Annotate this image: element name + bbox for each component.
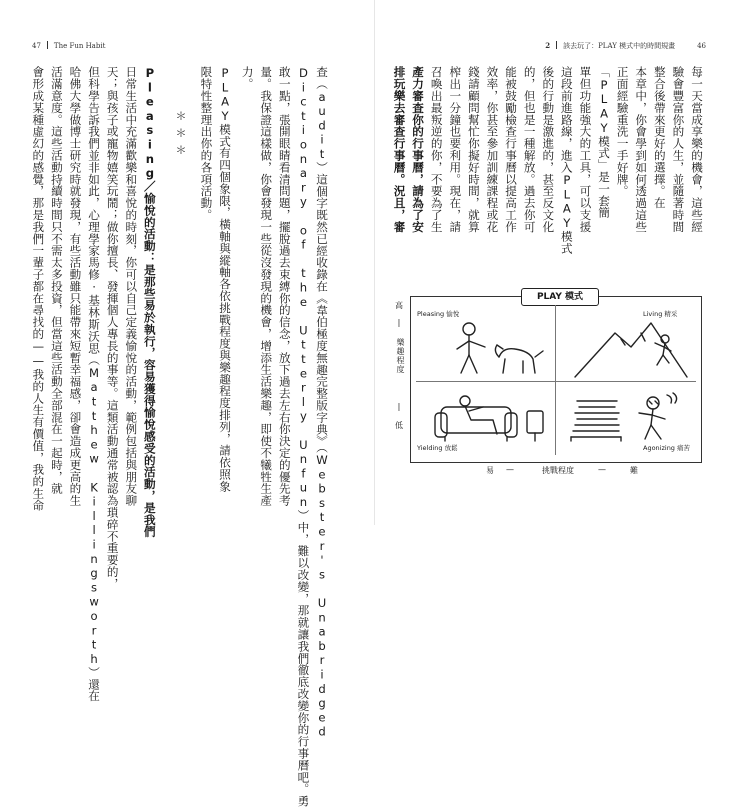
agonizing-illustration — [561, 387, 691, 443]
text-column: PLAY模式有四個象限，橫軸與縱軸各依挑戰程度與樂趣程度排列，請依照象 — [218, 66, 233, 493]
quadrant-pleasing-label: Pleasing 愉悅 — [417, 310, 460, 318]
y-axis-dash: | — [397, 318, 401, 327]
text-column: 能被鼓勵檢查行事曆以提高工作 — [504, 66, 519, 233]
text-column: 量。我保證這樣做，你會發現一些從沒發現的機會，增添生活樂趣，即使不犧牲生產 — [259, 66, 274, 507]
x-axis-labels — [430, 465, 690, 477]
text-column: 哈佛大學做博士研究時就發現，有些活動雖只能帶來短暫幸福感，卻會造成更高的生 — [68, 66, 83, 507]
x-axis-easy-label: 易 — [486, 466, 494, 475]
text-column: 召喚出最叛逆的你，不要為了生 — [429, 66, 444, 233]
text-column: 後的行動是激進的，甚至反文化 — [541, 66, 556, 233]
text-column: 會形成某種虛幻的感覺，那是我們一輩子都在尋找的——我的人生有價值，我的生命 — [31, 66, 46, 512]
header-divider — [556, 41, 557, 49]
text-column: 單但功能強大的工具，可以支援 — [578, 66, 593, 233]
quadrant-agonizing-label: Agonizing 痛苦 — [643, 444, 691, 452]
y-axis-high-label: 高 — [395, 301, 403, 310]
text-column: 榨出一分鐘也要利用。現在，請 — [448, 66, 463, 233]
text-column: 活滿意度。這些活動持續時間只不需太多投資，但當這些活動全部混在一起時，就 — [49, 66, 64, 495]
right-body-text — [390, 66, 706, 290]
text-column: 效率，你甚至參加訓練課程或花 — [485, 66, 500, 233]
living-illustration — [571, 317, 691, 379]
right-running-header — [545, 41, 706, 51]
text-column: 本章中，你會學到如何透過這些 — [634, 66, 649, 233]
diagram-title: PLAY 模式 — [521, 288, 599, 306]
pleasing-illustration — [439, 317, 549, 379]
y-axis-dash: | — [397, 402, 401, 411]
quadrant-yielding-label: Yielding 放鬆 — [417, 444, 458, 452]
section-break-stars: ＊＊＊ — [174, 110, 187, 161]
chapter-title: 該去玩了：PLAY 模式中的時間規畫 — [563, 42, 676, 50]
text-column: 天；與孩子或寵物嬉笑玩鬧；做你擅長、發揮個人專長的事等。這類活動通常被認為瑣碎不重要的， — [105, 66, 120, 590]
text-column: 限特性整理出你的各項活動。 — [199, 66, 214, 221]
x-axis-dash: — — [598, 465, 606, 474]
left-running-header — [32, 41, 105, 50]
horizontal-divider — [416, 381, 696, 382]
text-column: Dictionary of the Utterly Unfun）中，難以改變，那就讓我們徹底改變你的行事曆吧。勇 — [296, 66, 311, 807]
x-axis-hard-label: 難 — [630, 466, 638, 475]
x-axis-dash: — — [506, 465, 514, 474]
text-column: 但科學告訴我們並非如此，心理學家馬修·基林斯沃思（Matthew Killingsworth）還在 — [87, 66, 102, 702]
text-column: 的，但也是一種解放。過去你可 — [522, 66, 537, 233]
header-divider — [47, 41, 48, 49]
text-column-bold: 產力審查你的行事曆，請為了安 — [411, 66, 426, 233]
text-column: 每一天當成享樂的機會，這些經 — [690, 66, 704, 233]
text-column: 這段前進路線，進入PLAY模式 — [559, 66, 574, 255]
right-page-number: 46 — [697, 42, 706, 50]
text-column: 「PLAY模式」是一套簡 — [597, 66, 612, 219]
yielding-illustration — [431, 387, 549, 443]
vertical-divider — [555, 305, 556, 455]
left-book-title: The Fun Habit — [53, 42, 106, 50]
y-axis-low-label: 低 — [395, 421, 403, 430]
text-column: 查（audit）這個字既然已經收錄在《韋伯極度無趣完整版字典》（Webster's Unabridged — [315, 66, 329, 739]
text-column: 力。 — [240, 66, 255, 90]
y-axis-title: 樂趣程度 — [396, 338, 405, 374]
pleasing-heading-column: Pleasing／愉悅的活動：是那些易於執行，容易獲得愉悅感受的活動，是我們 — [142, 66, 157, 538]
chapter-number: 2 — [545, 41, 551, 50]
text-column: 整合後帶來更好的選擇。在 — [652, 66, 667, 209]
text-column: 錢請顧問幫忙你擬好時間，就算 — [466, 66, 481, 233]
y-axis-labels — [392, 292, 406, 462]
left-page-number: 47 — [32, 42, 41, 50]
text-column: 敢一點，張開眼睛看清問題，擺脫過去束縛你的信念，放下過去左右你決定的優先考 — [277, 66, 292, 507]
play-model-diagram — [410, 292, 702, 463]
x-axis-title: 挑戰程度 — [542, 466, 574, 475]
text-column: 日常生活中充滿歡樂和喜悅的時刻，你可以自己定義愉悅的活動，範例包括與朋友聊 — [124, 66, 139, 507]
text-column: 正面經驗重洗一手好牌。 — [615, 66, 630, 197]
text-column: 驗會豐富你的人生，並隨著時間 — [671, 66, 686, 233]
text-column-bold: 排玩樂去審查行事曆。況且，審 — [392, 66, 407, 233]
quadrant-living-label: Living 精采 — [643, 310, 678, 318]
